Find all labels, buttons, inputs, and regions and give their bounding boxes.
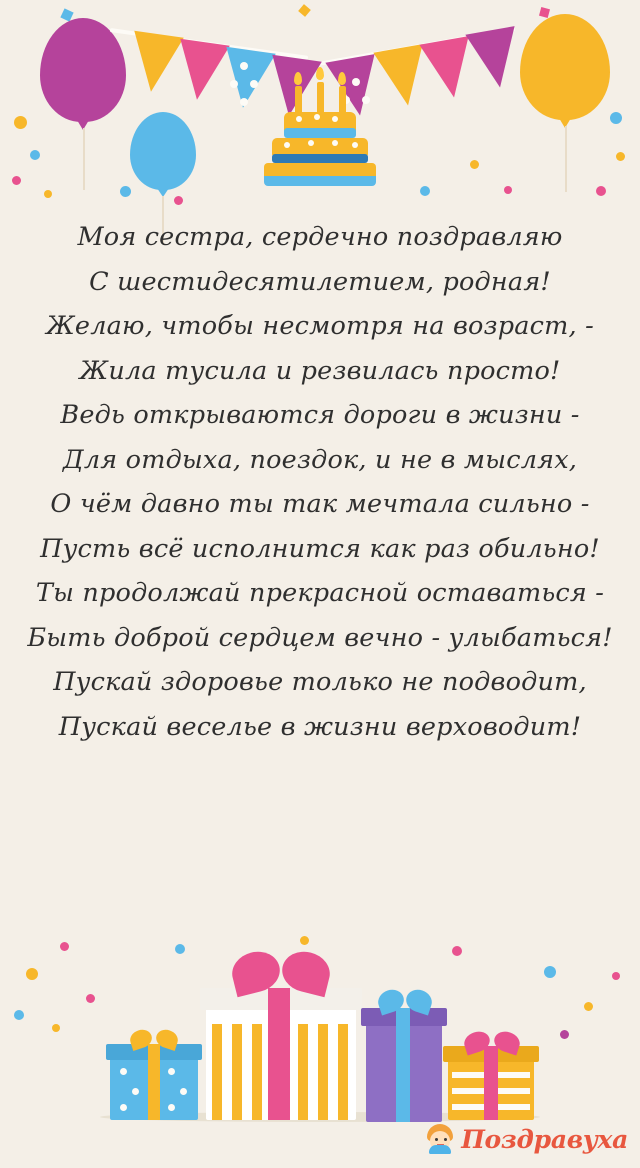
- bunting-dot-icon: [250, 80, 258, 88]
- confetti-icon: [300, 936, 309, 945]
- confetti-icon: [584, 1002, 593, 1011]
- poem-text: [0, 215, 640, 749]
- candle-icon: [317, 82, 324, 114]
- bunting-icon: [465, 26, 524, 92]
- poem-line: Моя сестра, сердечно поздравляю: [77, 222, 563, 252]
- poem-line: С шестидесятилетием, родная!: [89, 266, 551, 297]
- confetti-icon: [544, 966, 556, 978]
- candle-icon: [295, 86, 302, 114]
- confetti-icon: [560, 1030, 569, 1039]
- confetti-icon: [60, 942, 69, 951]
- gift-box-icon: [110, 1032, 198, 1122]
- poem-line: Для отдыха, поездок, и не в мыслях,: [62, 444, 578, 475]
- flame-icon: [316, 67, 324, 80]
- confetti-icon: [44, 190, 52, 198]
- confetti-icon: [12, 176, 21, 185]
- gift-box-icon: [366, 994, 442, 1122]
- confetti-icon: [504, 186, 512, 194]
- gift-box-icon: [448, 1036, 534, 1122]
- confetti-icon: [420, 186, 430, 196]
- poem-line: Ты продолжай прекрасной оставаться -: [35, 578, 605, 608]
- flame-icon: [338, 72, 346, 85]
- balloon-icon: [130, 112, 196, 198]
- confetti-icon: [86, 994, 95, 1003]
- balloon-icon: [520, 14, 610, 126]
- poem-line: Пусть всё исполнится как раз обильно!: [40, 533, 600, 564]
- confetti-icon: [298, 4, 311, 17]
- poem-line: Ведь открываются дороги в жизни -: [60, 400, 580, 430]
- balloon-icon: [40, 18, 126, 128]
- poem-line: Желаю, чтобы несмотря на возраст, -: [46, 311, 594, 341]
- confetti-icon: [14, 1010, 24, 1020]
- poem-line: О чём давно ты так мечтала сильно -: [50, 489, 590, 519]
- confetti-icon: [452, 946, 462, 956]
- bunting-dot-icon: [240, 62, 248, 70]
- bunting-dot-icon: [230, 80, 238, 88]
- confetti-icon: [30, 150, 40, 160]
- confetti-icon: [52, 1024, 60, 1032]
- logo-wordmark: Поздравуха: [461, 1124, 628, 1154]
- girl-mascot-icon: [425, 1124, 455, 1154]
- poem-line: Жила тусила и резвилась просто!: [79, 355, 561, 386]
- confetti-icon: [14, 116, 27, 129]
- confetti-icon: [470, 160, 479, 169]
- confetti-icon: [175, 944, 185, 954]
- confetti-icon: [26, 968, 38, 980]
- bunting-dot-icon: [240, 98, 248, 106]
- confetti-icon: [616, 152, 625, 161]
- site-logo[interactable]: [425, 1120, 628, 1158]
- poem-line: Пускай здоровье только не подводит,: [53, 667, 587, 697]
- candle-icon: [339, 86, 346, 114]
- poem-line: Пускай веселье в жизни верховодит!: [58, 711, 582, 742]
- birthday-cake-icon: [262, 64, 378, 190]
- flame-icon: [294, 72, 302, 85]
- confetti-icon: [612, 972, 620, 980]
- poem-line: Быть доброй сердцем вечно - улыбаться!: [27, 622, 613, 653]
- bottom-decoration: [0, 932, 640, 1122]
- gift-box-icon: [206, 954, 356, 1122]
- confetti-icon: [596, 186, 606, 196]
- top-decoration: [0, 0, 640, 210]
- confetti-icon: [610, 112, 622, 124]
